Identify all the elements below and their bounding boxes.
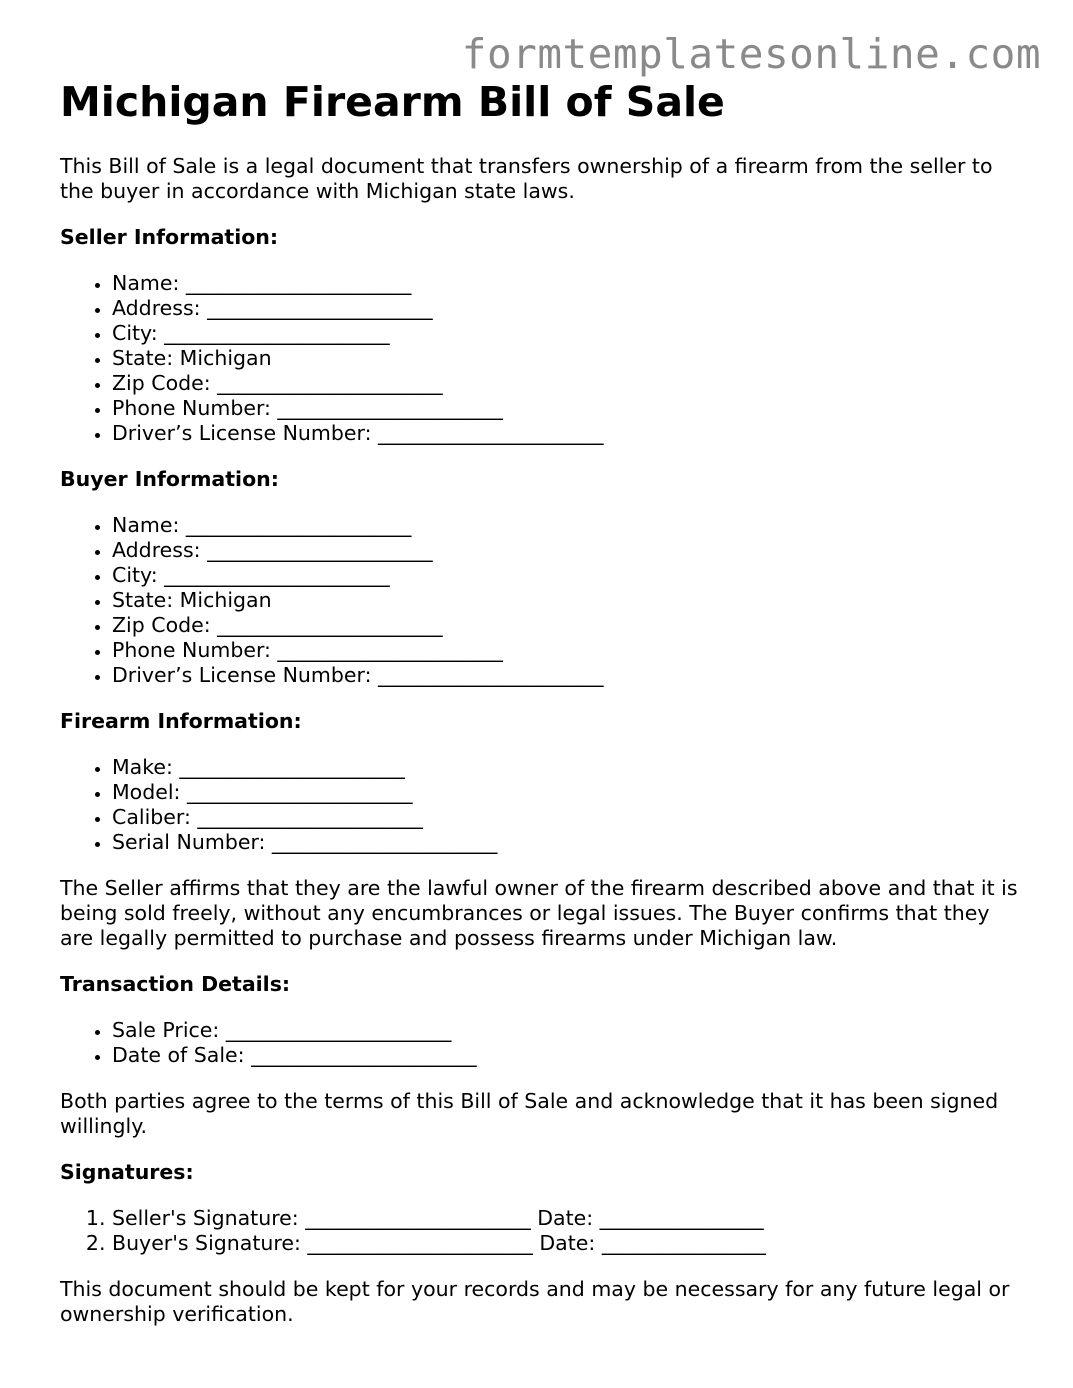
seller-zip-field: • Zip Code: ______________________ <box>112 371 1020 396</box>
signatures-list <box>60 1206 1020 1256</box>
document-title: Michigan Firearm Bill of Sale <box>60 78 725 126</box>
firearm-heading: Firearm Information: <box>60 709 302 733</box>
sale-price-field: • Sale Price: ______________________ <box>112 1018 1020 1043</box>
buyer-name-field: • Name: ______________________ <box>112 513 1020 538</box>
buyer-city-field: • City: ______________________ <box>112 563 1020 588</box>
seller-license-field: • Driver’s License Number: ______________________ <box>112 421 1020 446</box>
buyer-state-field: • State: Michigan <box>112 588 1020 613</box>
intro-paragraph: This Bill of Sale is a legal document that transfers ownership of a firearm from the seller to the buyer in accordance with Michigan state laws. <box>60 154 993 203</box>
seller-city-field: • City: ______________________ <box>112 321 1020 346</box>
transaction-heading: Transaction Details: <box>60 972 291 996</box>
buyer-license-field: • Driver’s License Number: ______________________ <box>112 663 1020 688</box>
seller-phone-field: • Phone Number: ______________________ <box>112 396 1020 421</box>
buyer-heading: Buyer Information: <box>60 467 279 491</box>
agreement-paragraph: Both parties agree to the terms of this Bill of Sale and acknowledge that it has been signed willingly. <box>60 1089 999 1138</box>
buyer-address-field: • Address: ______________________ <box>112 538 1020 563</box>
affirmation-paragraph: The Seller affirms that they are the lawful owner of the firearm described above and that it is being sold freely, without any encumbrances or legal issues. The Buyer confirms that they are legally permitted to purchase and possess firearms under Michigan law. <box>60 876 1018 950</box>
buyer-list <box>60 513 1020 688</box>
buyer-signature-line: 2. Buyer's Signature: ______________________ Date: ________________ <box>112 1231 1020 1256</box>
seller-signature-line: 1. Seller's Signature: ______________________ Date: ________________ <box>112 1206 1020 1231</box>
seller-address-field: • Address: ______________________ <box>112 296 1020 321</box>
document-body <box>60 154 1020 1348</box>
firearm-caliber-field: • Caliber: ______________________ <box>112 805 1020 830</box>
seller-list <box>60 271 1020 446</box>
seller-state-field: • State: Michigan <box>112 346 1020 371</box>
buyer-zip-field: • Zip Code: ______________________ <box>112 613 1020 638</box>
firearm-serial-field: • Serial Number: ______________________ <box>112 830 1020 855</box>
seller-heading: Seller Information: <box>60 225 279 249</box>
buyer-phone-field: • Phone Number: ______________________ <box>112 638 1020 663</box>
transaction-list <box>60 1018 1020 1068</box>
firearm-list <box>60 755 1020 855</box>
firearm-make-field: • Make: ______________________ <box>112 755 1020 780</box>
signatures-heading: Signatures: <box>60 1160 194 1184</box>
firearm-model-field: • Model: ______________________ <box>112 780 1020 805</box>
closing-paragraph: This document should be kept for your records and may be necessary for any future legal or ownership verification. <box>60 1277 1010 1326</box>
sale-date-field: • Date of Sale: ______________________ <box>112 1043 1020 1068</box>
watermark: formtemplatesonline.com <box>461 30 1041 78</box>
seller-name-field: • Name: ______________________ <box>112 271 1020 296</box>
